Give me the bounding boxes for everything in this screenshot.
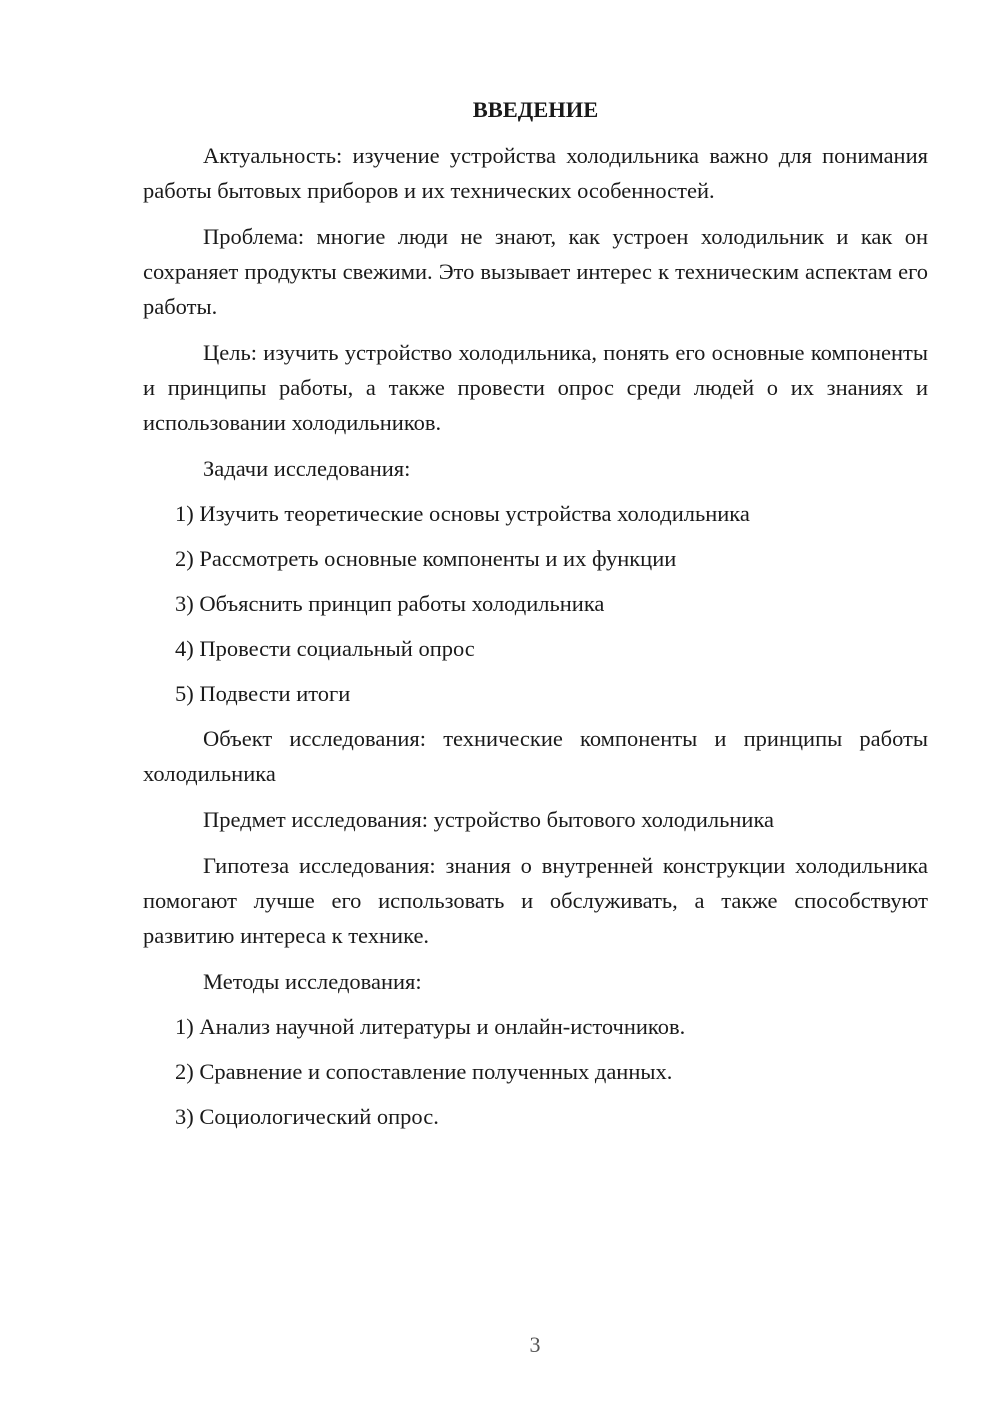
list-item: 2) Рассмотреть основные компоненты и их функции xyxy=(175,546,677,571)
tasks-list xyxy=(143,496,928,711)
object-paragraph: Объект исследования: технические компоненты и принципы работы холодильника xyxy=(143,726,928,786)
hypothesis-paragraph: Гипотеза исследования: знания о внутренней конструкции холодильника помогают лучше его использовать и обслуживать, а также способствуют развитию интереса к технике. xyxy=(143,853,928,948)
page-number: 3 xyxy=(529,1332,541,1357)
list-item: 2) Сравнение и сопоставление полученных данных. xyxy=(175,1059,673,1084)
list-item: 1) Изучить теоретические основы устройства холодильника xyxy=(175,501,750,526)
list-item: 4) Провести социальный опрос xyxy=(175,636,475,661)
relevance-paragraph: Актуальность: изучение устройства холодильника важно для понимания работы бытовых приборов и их технических особенностей. xyxy=(143,143,928,203)
list-item: 5) Подвести итоги xyxy=(175,681,351,706)
page-title: ВВЕДЕНИЕ xyxy=(472,97,599,122)
list-item: 3) Социологический опрос. xyxy=(175,1104,439,1129)
methods-list xyxy=(143,1009,928,1134)
goal-paragraph: Цель: изучить устройство холодильника, понять его основные компоненты и принципы работы, а также провести опрос среди людей о их знаниях и использовании холодильников. xyxy=(143,340,928,435)
tasks-heading: Задачи исследования: xyxy=(203,456,411,481)
document-body xyxy=(143,95,928,1144)
problem-paragraph: Проблема: многие люди не знают, как устроен холодильник и как он сохраняет продукты свежими. Это вызывает интерес к техническим аспектам его работы. xyxy=(143,224,928,319)
list-item: 3) Объяснить принцип работы холодильника xyxy=(175,591,605,616)
list-item: 1) Анализ научной литературы и онлайн-источников. xyxy=(175,1014,686,1039)
subject-paragraph: Предмет исследования: устройство бытового холодильника xyxy=(203,807,775,832)
methods-heading: Методы исследования: xyxy=(203,969,422,994)
